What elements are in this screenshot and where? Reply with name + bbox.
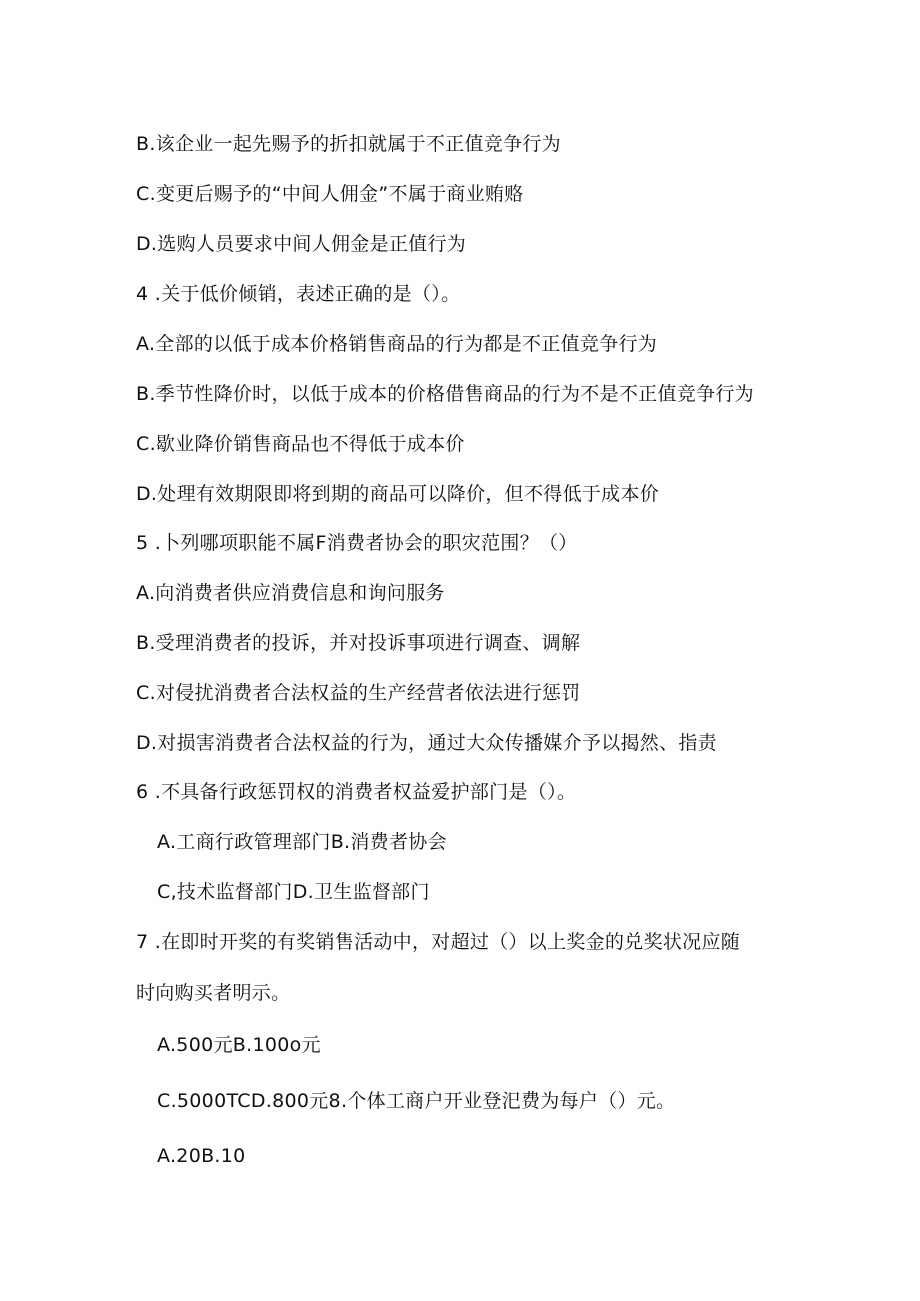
options-ab-q7: A.500元B.100o元 — [157, 1034, 321, 1056]
option-c-q4: C.歇业降价销售商品也不得低于成本价 — [136, 433, 465, 455]
option-b-q3: B.该企业一起先赐予的折扣就属于不正值竞争行为 — [136, 133, 561, 155]
option-b-q5: B.受理消费者的投诉，并对投诉事项进行调查、调解 — [136, 632, 581, 654]
question-7-continued: 时向购买者明示。 — [136, 982, 291, 1004]
options-cd-q6: C,技术监督部门D.卫生监督部门 — [157, 881, 430, 903]
options-cd-q7-and-question-8: C.5000TCD.800元8.个体工商户开业登汜费为每户（）元。 — [157, 1090, 676, 1112]
question-7: 7 .在即时开奖的有奖销售活动中，对超过（）以上奖金的兑奖状况应随 — [136, 931, 741, 953]
option-c-q3: C.变更后赐予的“中间人佣金”不属于商业贿赂 — [136, 183, 524, 205]
question-4: 4 .关于低价倾销，表述正确的是（）。 — [136, 283, 461, 305]
question-6: 6 .不具备行政惩罚权的消费者权益爱护部门是（）。 — [136, 781, 577, 803]
option-c-q5: C.对侵扰消费者合法权益的生产经营者依法进行惩罚 — [136, 682, 581, 704]
option-d-q5: D.对损害消费者合法权益的行为，通过大众传播媒介予以揭然、指责 — [136, 732, 717, 754]
question-5: 5 .卜列哪项职能不属F消费者协会的职灾范围？（） — [136, 532, 578, 554]
options-ab-q6: A.工商行政管理部门B.消费者协会 — [157, 831, 447, 853]
option-a-q5: A.向消费者供应消费信息和询问服务 — [136, 582, 445, 604]
option-b-q4: B.季节性降价时，以低于成本的价格借售商品的行为不是不正值竞争行为 — [136, 383, 754, 405]
option-d-q4: D.处理有效期限即将到期的商品可以降价，但不得低于成本价 — [136, 483, 660, 505]
option-a-q4: A.全部的以低于成本价格销售商品的行为都是不正值竞争行为 — [136, 333, 658, 355]
option-d-q3: D.选购人员要求中间人佣金是正值行为 — [136, 233, 467, 255]
options-ab-q8: A.20B.10 — [157, 1145, 246, 1167]
